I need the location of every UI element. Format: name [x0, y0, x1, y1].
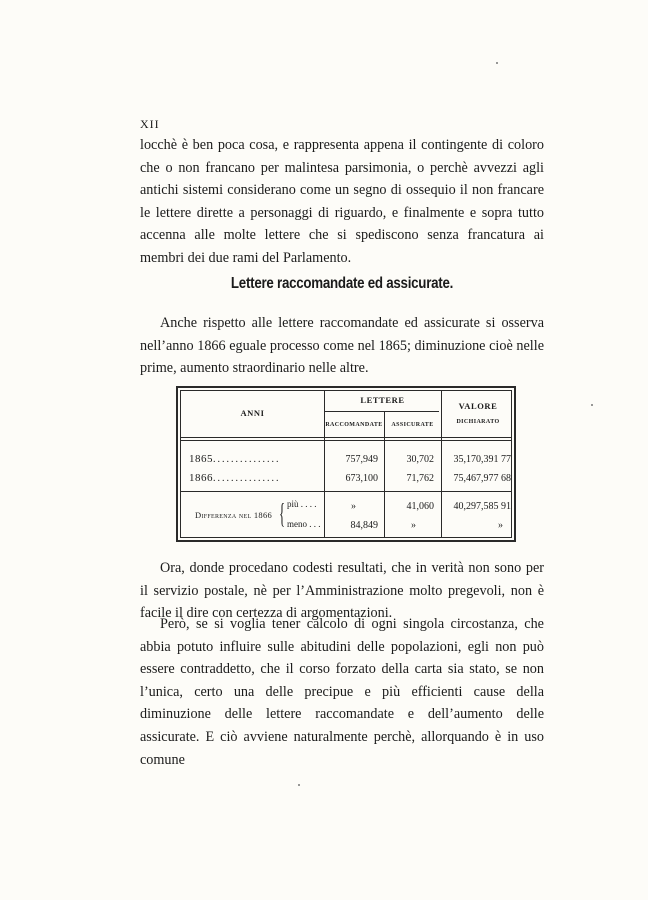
- table-rule-lettere: [324, 411, 439, 412]
- table-rule-header: [181, 437, 511, 438]
- cell-raccomandate: 757,949: [345, 454, 378, 465]
- row-leader-dots: ...............: [213, 473, 281, 484]
- row-year: 1866: [189, 472, 213, 484]
- paragraph-comparison: Anche rispetto alle lettere raccomandate ed assicurate si osserva nell’anno 1866 eguale processo come nel 1865; diminuzione cioè nelle prime, aumento straordinario nelle altre.: [140, 315, 544, 377]
- row-leader-dots: ...............: [213, 454, 281, 465]
- row-year: 1865: [189, 453, 213, 465]
- cell-diff-piu-raccomandate: »: [351, 501, 356, 512]
- header-lettere: LETTERE: [360, 395, 405, 405]
- cell-assicurate: 71,762: [406, 473, 434, 484]
- table-frame: [180, 390, 512, 538]
- diff-piu-label: più . . . .: [287, 499, 317, 509]
- paper-speck: [496, 62, 498, 64]
- diff-brace: {: [279, 499, 286, 530]
- cell-valore: 75,467,977 68: [453, 473, 511, 484]
- table-rule-header-double: [181, 440, 511, 441]
- statistics-table: [176, 386, 516, 542]
- paragraph-origin: Ora, donde procedano codesti resultati, che in verità non sono per il servizio postale, nè per l’Amministrazione molto pregevoli, non è facile il dire con certezza di argomentazioni.: [140, 560, 544, 622]
- paper-speck: [591, 404, 593, 406]
- header-dichiarato: DICHIARATO: [456, 419, 500, 425]
- paragraph-intro: locchè è ben poca cosa, e rappresenta appena il contingente di coloro che o non francano per malintesa parsimonia, o perchè avvezzi agli antichi sistemi considerano come un segno di ossequio il non francare le lettere dirette a personaggi di riguardo, e finalmente e sopra tutto accenna alle molte lettere che si spediscono senza francatura ai membri dei due rami del Parlamento.: [140, 137, 544, 266]
- cell-raccomandate: 673,100: [345, 473, 378, 484]
- paper-speck: [298, 784, 300, 786]
- header-valore: VALORE: [458, 401, 498, 411]
- cell-diff-piu-valore: 40,297,585 91: [453, 501, 511, 512]
- diff-meno-label: meno . . .: [287, 519, 321, 529]
- cell-valore: 35,170,391 77: [453, 454, 511, 465]
- table-rule-diff: [181, 491, 511, 492]
- section-heading: Lettere raccomandate ed assicurate.: [230, 275, 454, 292]
- table-row: [189, 472, 281, 484]
- diff-label: Differenza nel 1866: [195, 510, 273, 520]
- cell-assicurate: 30,702: [406, 454, 434, 465]
- paragraph-analysis: Però, se si voglia tener calcolo di ogni singola circostanza, che abbia potuto influire sulle abitudini delle popolazioni, egli non può essere contraddetto, che il corso forzato della carta sia stato, se non l’unica, certo una delle precipue e più efficienti cause della diminuzione delle lettere raccomandate e dell’aumento delle assicurate. E ciò avviene naturalmente perchè, allorquando è in uso comune: [140, 616, 544, 768]
- page-number: XII: [140, 117, 160, 131]
- cell-diff-meno-valore: »: [498, 520, 503, 531]
- cell-diff-meno-assicurate: »: [411, 520, 416, 531]
- header-assicurate: ASSICURATE: [391, 422, 434, 428]
- cell-diff-piu-assicurate: 41,060: [406, 501, 434, 512]
- table-row: [189, 453, 281, 465]
- cell-diff-meno-raccomandate: 84,849: [350, 520, 378, 531]
- header-anni: ANNI: [240, 408, 265, 418]
- header-raccomandate: RACCOMANDATE: [325, 422, 383, 428]
